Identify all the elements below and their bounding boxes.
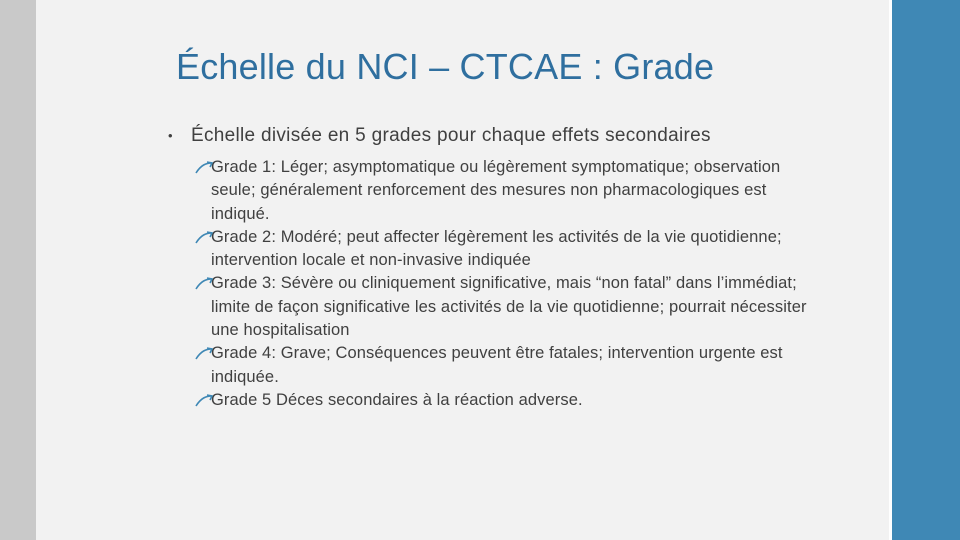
grade-item-3	[195, 272, 815, 342]
grade-item-text: Grade 1: Léger; asymptomatique ou légèrement symptomatique; observation seule; généralement renforcement des mesures non pharmacologiques est indiqué.	[211, 158, 781, 223]
arrow-icon	[195, 394, 215, 408]
slide-title: Échelle du NCI – CTCAE : Grade	[176, 46, 715, 87]
accent-band	[892, 0, 960, 540]
grade-item-4	[195, 342, 815, 389]
arrow-icon	[195, 277, 215, 291]
grade-item-text: Grade 2: Modéré; peut affecter légèrement les activités de la vie quotidienne; intervention locale et non-invasive indiquée	[211, 227, 782, 270]
arrow-icon	[195, 161, 215, 175]
grade-item-5	[195, 389, 815, 412]
grade-item-text: Grade 3: Sévère ou cliniquement significative, mais “non fatal” dans l’immédiat; limite de façon significative les activités de la vie quotidienne; pourrait nécessiter une hospitalisation	[211, 274, 807, 340]
grade-item-text: Grade 5 Déces secondaires à la réaction adverse.	[211, 390, 583, 409]
grade-item-text: Grade 4: Grave; Conséquences peuvent être fatales; intervention urgente est indiquée.	[211, 344, 783, 386]
grade-item-2	[195, 226, 815, 273]
bullet-marker: •	[168, 128, 173, 143]
grade-list	[195, 156, 815, 412]
arrow-icon	[195, 347, 215, 361]
main-bullet-text: Échelle divisée en 5 grades pour chaque effets secondaires	[191, 125, 711, 146]
grade-item-1	[195, 156, 815, 226]
arrow-icon	[195, 231, 215, 245]
left-margin-strip	[0, 0, 36, 540]
